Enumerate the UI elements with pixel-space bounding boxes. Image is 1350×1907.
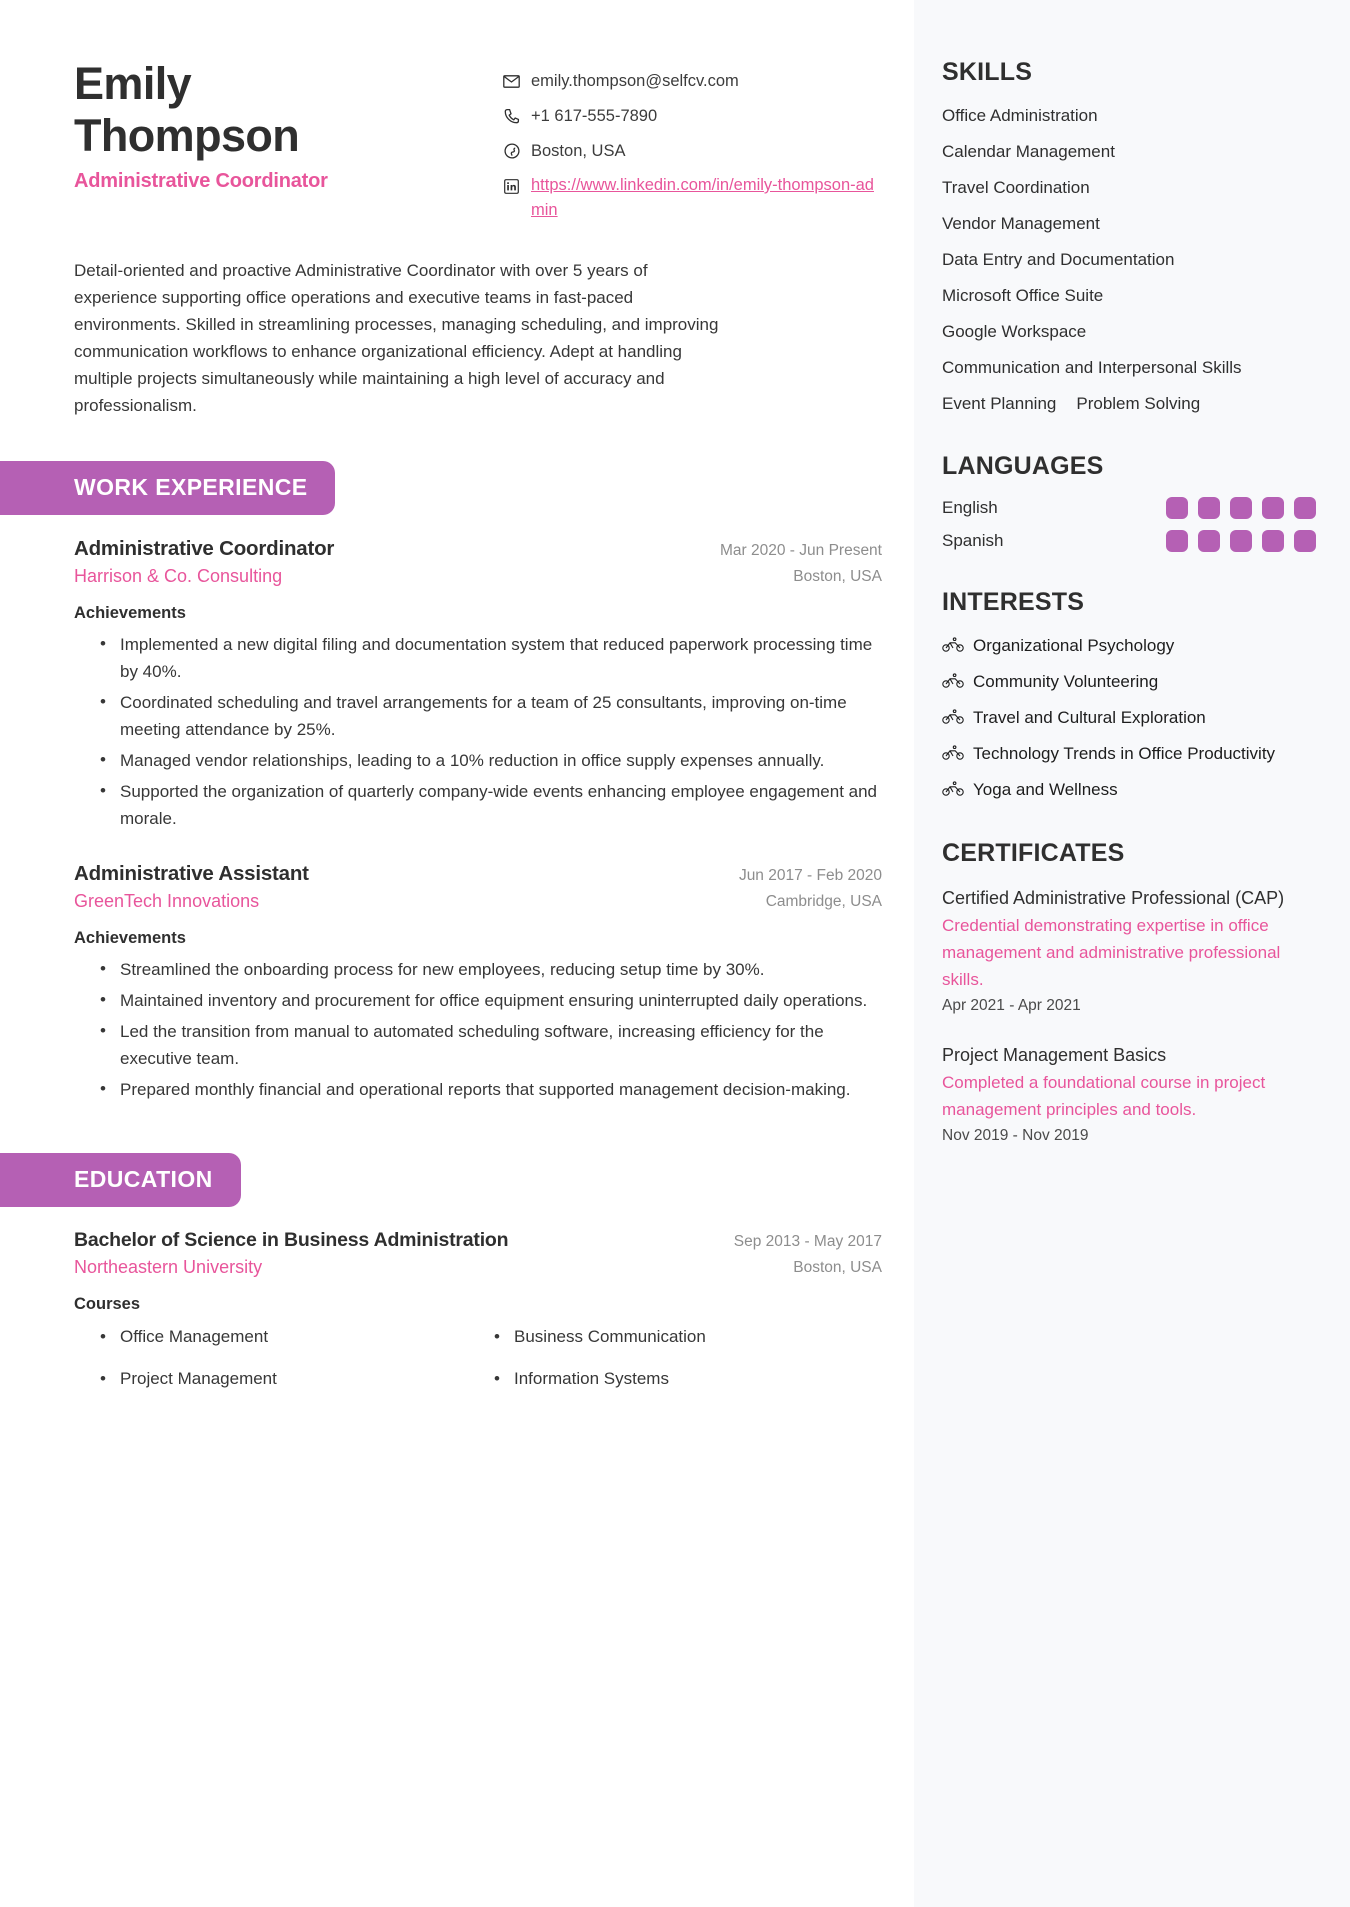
interests-list: [942, 633, 1316, 803]
contact-email: [502, 68, 882, 94]
education-entry: [74, 1229, 882, 1392]
certificates-list: [942, 884, 1316, 1145]
education-location: Boston, USA: [793, 1259, 882, 1276]
certificate-dates: Nov 2019 - Nov 2019: [942, 1127, 1089, 1144]
list-item: [942, 530, 1316, 552]
list-item: • Implemented a new digital filing and documentation system that reduced paperwork processing time by 40%.: [120, 631, 882, 685]
work-subheading: Achievements: [74, 604, 186, 622]
list-item: Google Workspace: [942, 322, 1087, 341]
bicycle-icon: [942, 709, 964, 727]
level-dot: [1230, 497, 1252, 519]
work-role: Administrative Assistant: [74, 862, 309, 885]
interest-label: Yoga and Wellness: [973, 780, 1118, 799]
list-item: • Streamlined the onboarding process for new employees, reducing setup time by 30%.: [120, 956, 882, 983]
level-dot: [1262, 497, 1284, 519]
contact-email-text: emily.thompson@selfcv.com: [531, 72, 739, 90]
work-org: GreenTech Innovations: [74, 891, 260, 911]
list-item: Event Planning: [942, 394, 1057, 413]
education-banner: EDUCATION: [0, 1153, 241, 1207]
list-item: Data Entry and Documentation: [942, 250, 1175, 269]
bicycle-icon: [942, 745, 964, 763]
level-dot: [1262, 530, 1284, 552]
education-section: [74, 1111, 882, 1207]
list-item: [942, 497, 1316, 519]
skills-pair-row: [942, 391, 1316, 416]
sidebar-section-skills: [942, 58, 1316, 416]
page-title: Administrative Coordinator: [74, 170, 328, 192]
level-dot: [1230, 530, 1252, 552]
list-item: [942, 669, 1316, 695]
level-dot: [1198, 530, 1220, 552]
contact-location: [502, 138, 882, 164]
interest-label: Technology Trends in Office Productivity: [973, 744, 1276, 763]
list-item: • Information Systems: [514, 1366, 882, 1392]
languages-title: LANGUAGES: [942, 452, 1104, 480]
phone-icon: [502, 105, 521, 127]
linkedin-icon: [502, 175, 521, 197]
list-item: Problem Solving: [1076, 394, 1201, 413]
list-item: [942, 884, 1316, 1015]
education-degree: Bachelor of Science in Business Administration: [74, 1229, 509, 1251]
level-dot: [1166, 497, 1188, 519]
course-list: [74, 1324, 882, 1392]
sidebar-section-languages: [942, 452, 1316, 552]
list-item: • Prepared monthly financial and operational reports that supported management decision-making.: [120, 1076, 882, 1103]
list-item: • Managed vendor relationships, leading to a 10% reduction in office supply expenses annually.: [120, 747, 882, 774]
work-bullets: [74, 631, 882, 832]
level-dot: [1294, 497, 1316, 519]
work-role: Administrative Coordinator: [74, 537, 335, 560]
list-item: • Office Management: [120, 1324, 488, 1350]
contact-list: [502, 52, 882, 223]
sidebar-section-certificates: [942, 839, 1316, 1145]
list-item: [942, 705, 1316, 731]
language-level-dots: [1166, 530, 1316, 552]
globe-icon: [502, 140, 521, 162]
work-location: Cambridge, USA: [765, 893, 882, 910]
work-dates: Jun 2017 - Feb 2020: [738, 867, 882, 884]
work-subheading: Achievements: [74, 929, 186, 947]
certificate-description: Credential demonstrating expertise in office management and administrative professional skills.: [942, 916, 1281, 989]
last-name: Thompson: [74, 110, 300, 161]
list-item: Travel Coordination: [942, 178, 1090, 197]
list-item: Calendar Management: [942, 142, 1115, 161]
level-dot: [1294, 530, 1316, 552]
contact-linkedin[interactable]: [502, 173, 882, 223]
skills-list: [942, 103, 1316, 416]
certificate-dates: Apr 2021 - Apr 2021: [942, 997, 1081, 1014]
certificates-title: CERTIFICATES: [942, 839, 1125, 867]
certificate-name: Project Management Basics: [942, 1045, 1167, 1065]
envelope-icon: [502, 70, 521, 92]
list-item: • Maintained inventory and procurement for office equipment ensuring uninterrupted daily operations.: [120, 987, 882, 1014]
list-item: • Supported the organization of quarterly company-wide events enhancing employee engagement and morale.: [120, 778, 882, 832]
professional-summary: Detail-oriented and proactive Administrative Coordinator with over 5 years of experience supporting office operations and executive teams in fast-paced environments. Skilled in streamlining processes, managing scheduling, and improving communication workflows to enhance organizational efficiency. Adept at handling multiple projects simultaneously while maintaining a high level of accuracy and professionalism.: [74, 261, 719, 415]
list-item: Communication and Interpersonal Skills: [942, 358, 1242, 377]
language-level-dots: [1166, 497, 1316, 519]
first-name: Emily: [74, 58, 192, 109]
list-item: [942, 1041, 1316, 1145]
certificate-description: Completed a foundational course in project management principles and tools.: [942, 1073, 1266, 1119]
work-location: Boston, USA: [793, 568, 882, 585]
languages-list: [942, 497, 1316, 552]
bicycle-icon: [942, 673, 964, 691]
language-name: Spanish: [942, 531, 1004, 550]
contact-location-text: Boston, USA: [531, 142, 626, 160]
work-experience-banner: WORK EXPERIENCE: [0, 461, 335, 515]
bicycle-icon: [942, 781, 964, 799]
name-block: [74, 52, 328, 193]
list-item: Office Administration: [942, 106, 1098, 125]
education-subheading: Courses: [74, 1295, 141, 1313]
work-org: Harrison & Co. Consulting: [74, 566, 283, 586]
interest-label: Organizational Psychology: [973, 636, 1175, 655]
list-item: • Business Communication: [514, 1324, 882, 1350]
language-name: English: [942, 498, 998, 517]
work-entry: [74, 537, 882, 832]
list-item: [942, 741, 1316, 767]
interests-title: INTERESTS: [942, 588, 1085, 616]
list-item: [942, 633, 1316, 659]
work-entry: [74, 862, 882, 1103]
contact-phone-text: +1 617-555-7890: [531, 107, 658, 125]
sidebar: [914, 0, 1350, 1907]
list-item: • Led the transition from manual to automated scheduling software, increasing efficiency for the executive team.: [120, 1018, 882, 1072]
education-dates: Sep 2013 - May 2017: [733, 1233, 882, 1250]
work-bullets: [74, 956, 882, 1103]
certificate-name: Certified Administrative Professional (CAP): [942, 888, 1285, 908]
list-item: • Coordinated scheduling and travel arrangements for a team of 25 consultants, improving on-time meeting attendance by 25%.: [120, 689, 882, 743]
contact-phone: [502, 103, 882, 129]
work-dates: Mar 2020 - Jun Present: [720, 542, 882, 559]
sidebar-section-interests: [942, 588, 1316, 803]
level-dot: [1166, 530, 1188, 552]
contact-linkedin-link[interactable]: https://www.linkedin.com/in/emily-thompson-admin: [531, 176, 874, 219]
education-school: Northeastern University: [74, 1257, 263, 1277]
interest-label: Community Volunteering: [973, 672, 1159, 691]
skills-title: SKILLS: [942, 58, 1033, 86]
list-item: [942, 777, 1316, 803]
bicycle-icon: [942, 637, 964, 655]
interest-label: Travel and Cultural Exploration: [973, 708, 1206, 727]
work-experience-section: [74, 419, 882, 515]
resume-header: [74, 52, 882, 223]
list-item: Vendor Management: [942, 214, 1100, 233]
level-dot: [1198, 497, 1220, 519]
list-item: • Project Management: [120, 1366, 488, 1392]
list-item: Microsoft Office Suite: [942, 286, 1104, 305]
